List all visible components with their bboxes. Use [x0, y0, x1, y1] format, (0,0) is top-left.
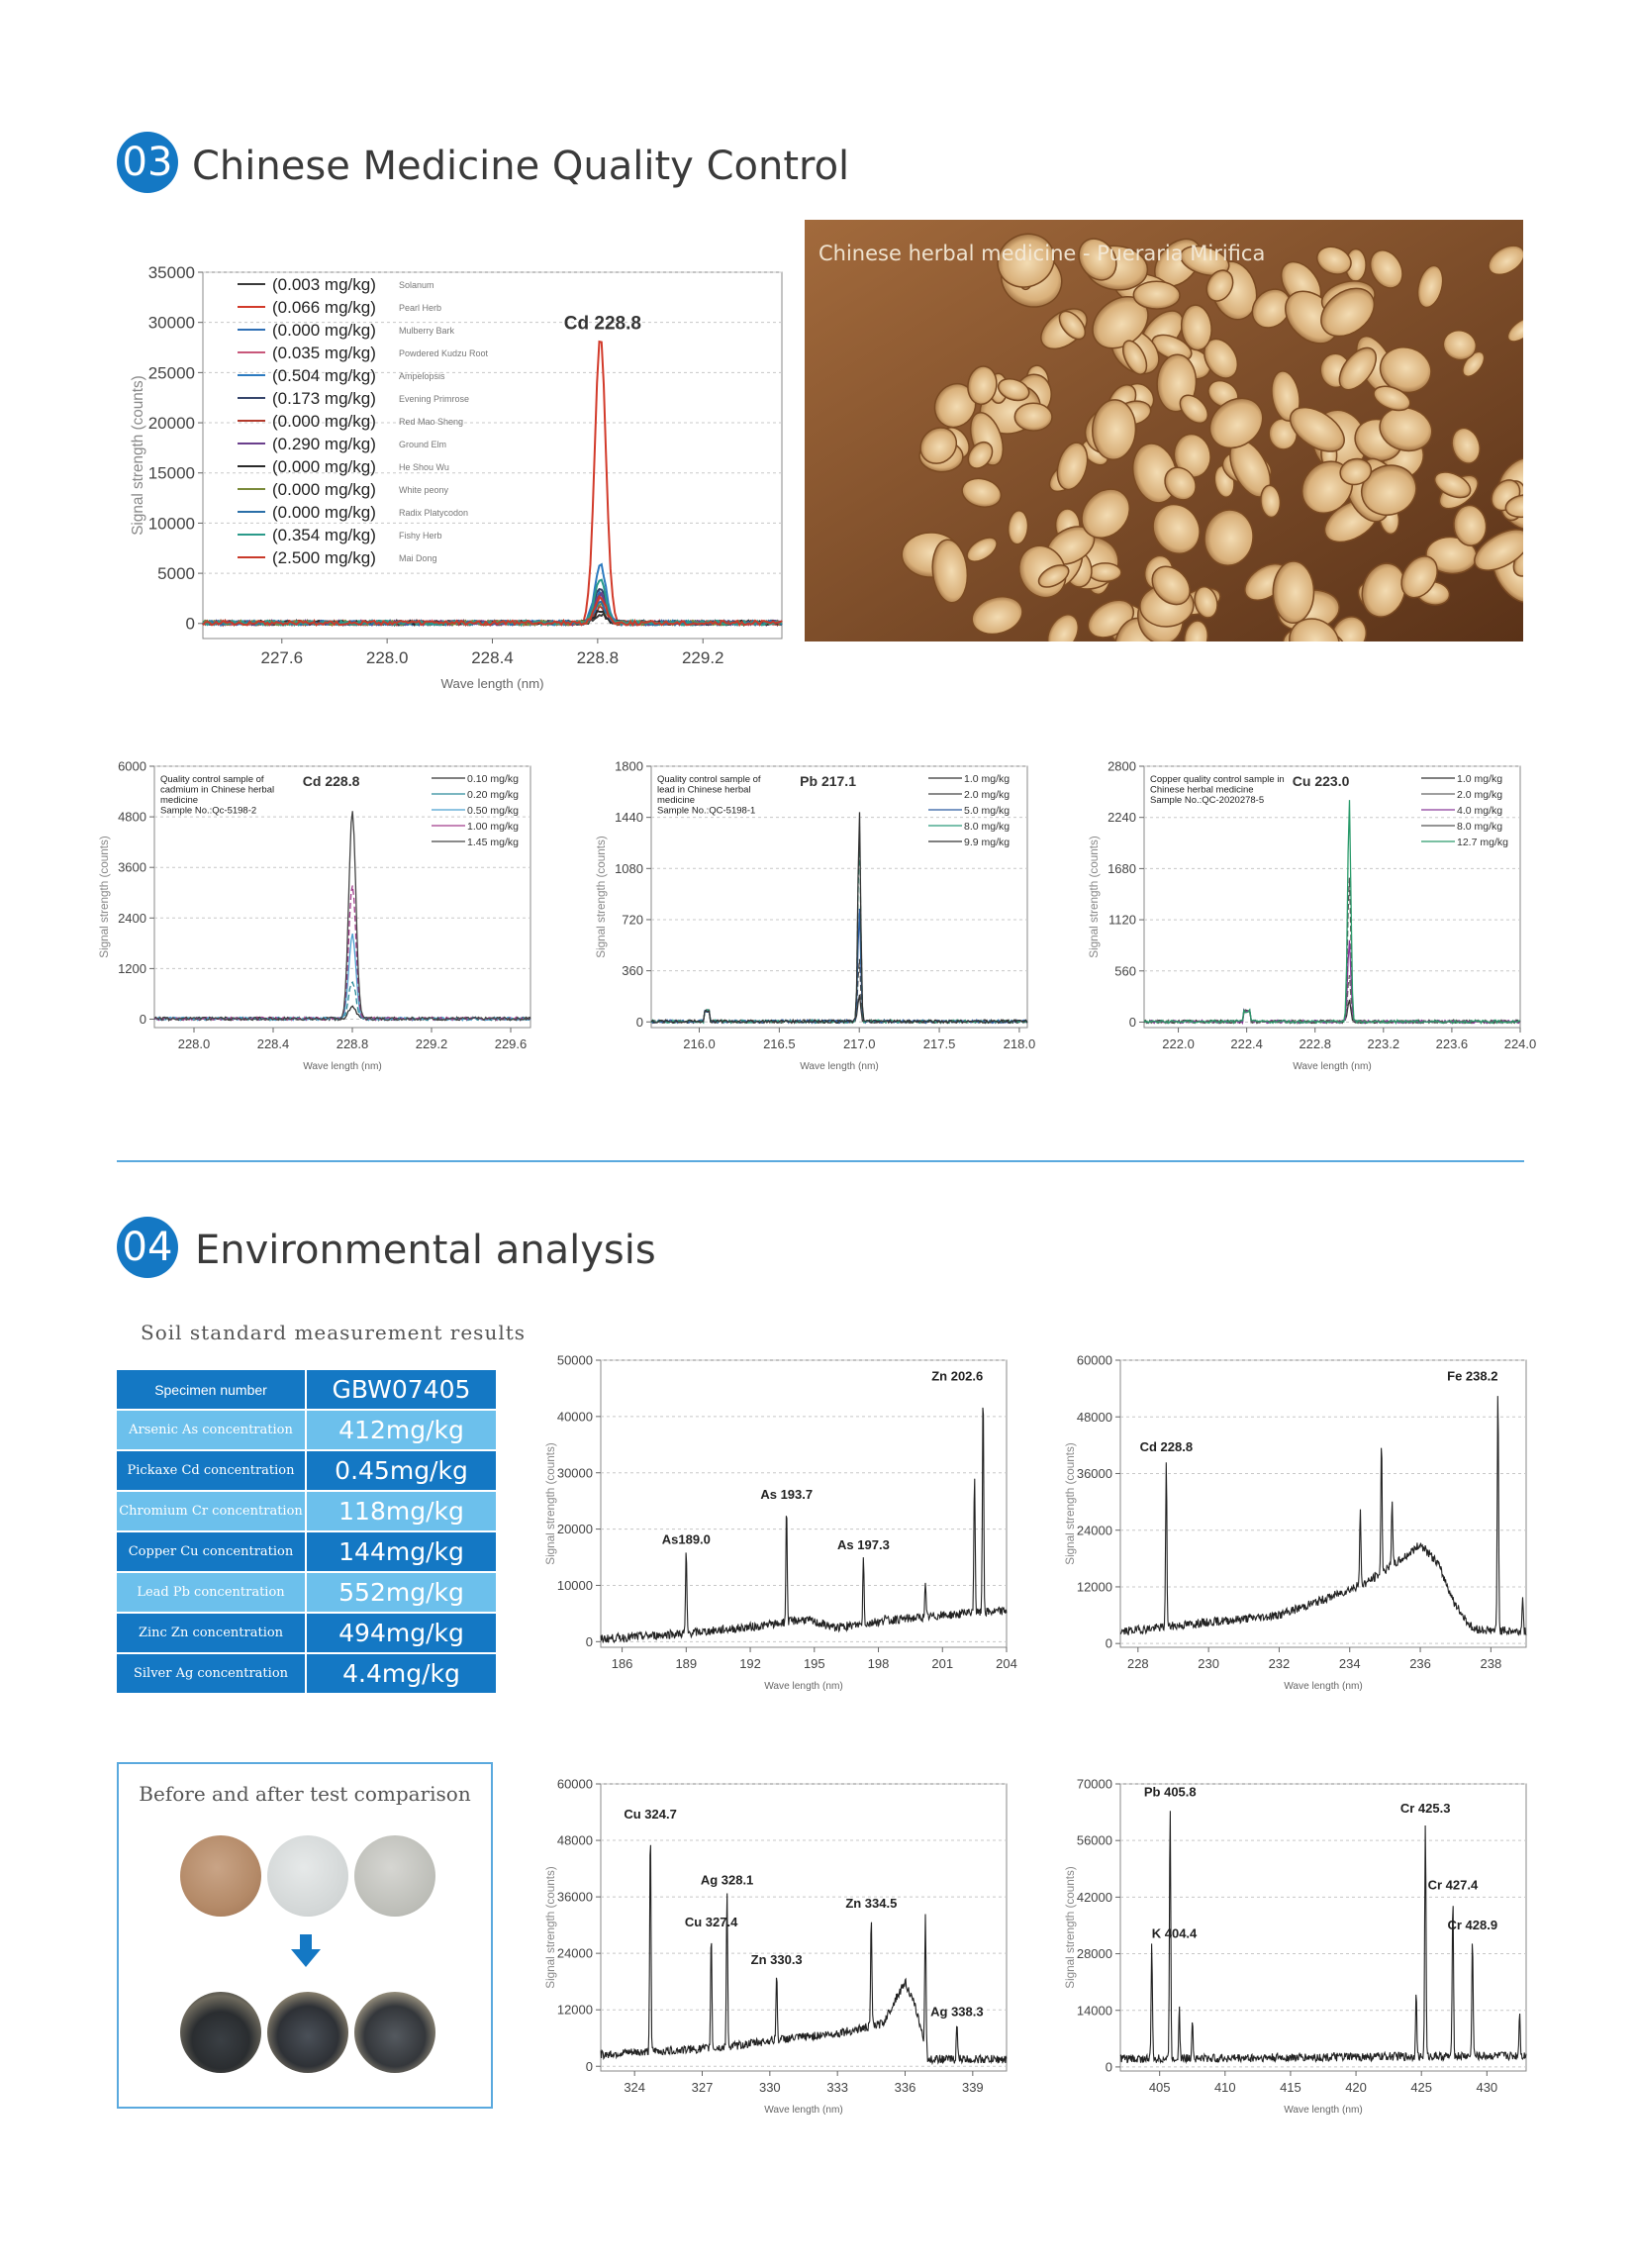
x-axis-label: Wave length (nm) [1284, 2105, 1363, 2116]
legend-concentration: (0.000 mg/kg) [272, 457, 376, 476]
x-tick-label: 222.4 [1230, 1036, 1263, 1051]
soil-table-row [117, 1573, 496, 1612]
x-tick-label: 204 [996, 1656, 1017, 1671]
plot-area [601, 1784, 1007, 2071]
sample-note-line: cadmium in Chinese herbal [160, 784, 275, 796]
y-tick-label: 36000 [1076, 1466, 1112, 1482]
y-tick-label: 2800 [1107, 758, 1136, 774]
y-tick-label: 28000 [1076, 1946, 1112, 1962]
x-tick-label: 228.4 [256, 1036, 290, 1051]
y-tick-label: 24000 [556, 1945, 593, 1961]
y-tick-label: 0 [585, 1633, 593, 1649]
soil-table-value: GBW07405 [307, 1370, 496, 1409]
y-tick-label: 60000 [556, 1776, 593, 1792]
legend-entry: 5.0 mg/kg [964, 805, 1011, 817]
legend-entry: 2.0 mg/kg [964, 789, 1011, 801]
y-tick-label: 0 [1105, 1635, 1112, 1651]
x-tick-label: 223.2 [1367, 1036, 1400, 1051]
y-tick-label: 20000 [556, 1522, 593, 1537]
legend-sample-name: Red Mao Sheng [399, 417, 464, 427]
chart-soil-d [1029, 1772, 1544, 2138]
y-tick-label: 0 [585, 2058, 593, 2074]
y-tick-label: 48000 [556, 1832, 593, 1848]
y-tick-label: 70000 [1076, 1776, 1112, 1792]
y-tick-label: 25000 [147, 363, 195, 383]
legend-concentration: (0.000 mg/kg) [272, 503, 376, 522]
y-tick-label: 0 [139, 1012, 146, 1028]
legend-entry: 1.00 mg/kg [467, 821, 519, 833]
y-tick-label: 20000 [147, 414, 195, 434]
x-tick-label: 228.4 [471, 648, 514, 667]
section-number-badge: 03 [117, 132, 178, 193]
herb-slice [1014, 403, 1052, 431]
herb-slice [1089, 563, 1121, 582]
y-tick-label: 48000 [1076, 1409, 1112, 1425]
x-tick-label: 195 [803, 1656, 825, 1671]
x-tick-label: 430 [1476, 2080, 1498, 2095]
chart-qc-cu [1063, 754, 1558, 1091]
herb-slice [1133, 281, 1180, 309]
legend-sample-name: Evening Primrose [399, 394, 470, 404]
peak-label: Cr 425.3 [1399, 1800, 1451, 1816]
x-tick-label: 224.0 [1503, 1036, 1537, 1051]
legend-concentration: (0.000 mg/kg) [272, 412, 376, 431]
x-tick-label: 420 [1345, 2080, 1367, 2095]
y-tick-label: 0 [635, 1014, 643, 1030]
plot-area [1120, 1360, 1526, 1647]
y-tick-label: 1120 [1108, 912, 1136, 928]
x-axis-label: Wave length (nm) [764, 1681, 843, 1692]
soil-table-key: Zinc Zn concentration [117, 1614, 307, 1652]
sample-note-line: Sample No.:QC-5198-1 [657, 805, 756, 817]
x-tick-label: 336 [894, 2080, 916, 2095]
peak-label: Ag 338.3 [930, 2004, 984, 2020]
peak-label: Cd 228.8 [1139, 1439, 1194, 1455]
peak-label: Cu 324.7 [624, 1806, 677, 1822]
legend-concentration: (0.504 mg/kg) [272, 366, 376, 385]
soil-table-key: Lead Pb concentration [117, 1573, 307, 1612]
section-title: Chinese Medicine Quality Control [192, 144, 850, 189]
y-tick-label: 1080 [615, 860, 643, 876]
comparison-title: Before and after test comparison [139, 1782, 471, 1806]
peak-label: K 404.4 [1151, 1925, 1198, 1941]
chart-soil-c [510, 1772, 1024, 2138]
legend-concentration: (0.354 mg/kg) [272, 526, 376, 544]
legend-sample-name: Mai Dong [399, 553, 437, 563]
soil-table-row [117, 1411, 496, 1449]
y-tick-label: 56000 [1076, 1832, 1112, 1848]
soil-table-key: Copper Cu concentration [117, 1532, 307, 1571]
x-axis-label: Wave length (nm) [1293, 1061, 1372, 1072]
y-tick-label: 30000 [147, 313, 195, 333]
x-axis-label: Wave length (nm) [303, 1061, 382, 1072]
section-divider [117, 1160, 1524, 1162]
y-tick-label: 360 [622, 963, 643, 979]
x-tick-label: 198 [867, 1656, 890, 1671]
legend-concentration: (0.290 mg/kg) [272, 435, 376, 453]
x-tick-label: 236 [1409, 1656, 1431, 1671]
y-tick-label: 15000 [147, 463, 195, 483]
x-tick-label: 216.0 [683, 1036, 716, 1051]
soil-disc-after-1 [180, 1992, 261, 2073]
x-tick-label: 216.5 [763, 1036, 796, 1051]
peak-label: Cu 327.4 [684, 1915, 738, 1930]
x-tick-label: 189 [675, 1656, 698, 1671]
x-tick-label: 324 [624, 2080, 646, 2095]
y-tick-label: 720 [622, 912, 643, 928]
y-tick-label: 40000 [556, 1409, 593, 1425]
peak-label: Cr 428.9 [1447, 1918, 1498, 1933]
sample-note-line: Sample No.:QC-2020278-5 [1150, 795, 1265, 806]
sample-note-line: lead in Chinese herbal [657, 784, 751, 796]
x-axis-label: Wave length (nm) [1284, 1681, 1363, 1692]
y-axis-label: Signal strength (counts) [129, 375, 146, 536]
y-tick-label: 4800 [118, 809, 146, 825]
arrow-down-icon [291, 1934, 321, 1968]
legend-entry: 4.0 mg/kg [1457, 805, 1503, 817]
chart-qc-cd [75, 754, 550, 1091]
x-tick-label: 410 [1213, 2080, 1236, 2095]
legend-entry: 8.0 mg/kg [1457, 821, 1503, 833]
peak-label: Pb 217.1 [800, 773, 857, 789]
x-tick-label: 228.0 [365, 648, 409, 667]
y-tick-label: 12000 [1076, 1579, 1112, 1595]
x-tick-label: 229.2 [681, 648, 724, 667]
x-tick-label: 339 [961, 2080, 984, 2095]
x-tick-label: 228.8 [576, 648, 620, 667]
x-tick-label: 186 [611, 1656, 633, 1671]
peak-label: As189.0 [661, 1531, 711, 1547]
x-tick-label: 229.2 [415, 1036, 448, 1051]
sample-note-line: medicine [657, 795, 696, 806]
peak-label: Zn 202.6 [931, 1368, 984, 1384]
sample-note-line: Copper quality control sample in [1150, 774, 1285, 785]
peak-label: As 193.7 [760, 1486, 814, 1502]
y-tick-label: 3600 [118, 859, 146, 875]
soil-table-row [117, 1614, 496, 1652]
x-tick-label: 223.6 [1435, 1036, 1469, 1051]
photo-caption: Chinese herbal medicine - Pueraria Mirifica [818, 242, 1266, 265]
legend-entry: 1.0 mg/kg [964, 773, 1011, 785]
soil-table-value: 118mg/kg [307, 1492, 496, 1530]
soil-disc-before-3 [354, 1835, 435, 1917]
soil-table-key: Pickaxe Cd concentration [117, 1451, 307, 1490]
legend-concentration: (0.000 mg/kg) [272, 321, 376, 340]
x-tick-label: 217.5 [922, 1036, 956, 1051]
sample-note-line: Quality control sample of [160, 774, 264, 785]
x-tick-label: 234 [1338, 1656, 1361, 1671]
y-tick-label: 0 [185, 614, 195, 634]
legend-concentration: (2.500 mg/kg) [272, 548, 376, 567]
legend-concentration: (0.066 mg/kg) [272, 298, 376, 317]
sample-note-line: Sample No.:Qc-5198-2 [160, 805, 257, 817]
soil-table-value: 552mg/kg [307, 1573, 496, 1612]
y-tick-label: 42000 [1076, 1889, 1112, 1905]
peak-label: Zn 330.3 [750, 1952, 803, 1968]
soil-table-key: Silver Ag concentration [117, 1654, 307, 1693]
soil-table-key: Specimen number [117, 1370, 307, 1409]
y-tick-label: 0 [1105, 2059, 1112, 2075]
soil-disc-before-1 [180, 1835, 261, 1917]
y-axis-label: Signal strength (counts) [1088, 836, 1102, 958]
legend-sample-name: Mulberry Bark [399, 326, 455, 336]
legend-sample-name: Powdered Kudzu Root [399, 348, 489, 358]
legend-entry: 9.9 mg/kg [964, 837, 1011, 848]
y-axis-label: Signal strength (counts) [544, 1866, 558, 1989]
y-tick-label: 35000 [147, 262, 195, 282]
chart-cd-main [99, 252, 792, 703]
y-tick-label: 12000 [556, 2002, 593, 2018]
y-tick-label: 30000 [556, 1465, 593, 1481]
soil-table-row [117, 1451, 496, 1490]
y-tick-label: 2240 [1107, 810, 1136, 826]
x-tick-label: 425 [1410, 2080, 1433, 2095]
legend-entry: 12.7 mg/kg [1457, 837, 1508, 848]
sample-note-line: medicine [160, 795, 199, 806]
soil-disc-before-2 [267, 1835, 348, 1917]
peak-label: Zn 334.5 [845, 1896, 898, 1912]
peak-label: As 197.3 [837, 1537, 890, 1553]
section-title: Environmental analysis [195, 1228, 656, 1273]
peak-label: Ag 328.1 [700, 1872, 754, 1888]
y-tick-label: 24000 [1076, 1523, 1112, 1538]
soil-disc-after-2 [267, 1992, 348, 2073]
y-tick-label: 10000 [556, 1578, 593, 1594]
x-axis-label: Wave length (nm) [800, 1061, 879, 1072]
x-tick-label: 192 [739, 1656, 761, 1671]
legend-sample-name: Radix Platycodon [399, 508, 469, 518]
legend-entry: 0.20 mg/kg [467, 789, 519, 801]
y-tick-label: 5000 [157, 564, 195, 584]
legend-entry: 2.0 mg/kg [1457, 789, 1503, 801]
x-tick-label: 415 [1280, 2080, 1301, 2095]
peak-label: Cd 228.8 [563, 313, 641, 335]
legend-entry: 0.10 mg/kg [467, 773, 519, 785]
y-tick-label: 1800 [615, 758, 643, 774]
soil-table-value: 4.4mg/kg [307, 1654, 496, 1693]
legend-sample-name: Pearl Herb [399, 303, 442, 313]
x-tick-label: 228 [1126, 1656, 1149, 1671]
x-tick-label: 405 [1148, 2080, 1171, 2095]
peak-label: Pb 405.8 [1143, 1784, 1197, 1800]
chart-soil-a [510, 1348, 1024, 1715]
soil-table-key: Chromium Cr concentration [117, 1492, 307, 1530]
legend-sample-name: He Shou Wu [399, 462, 449, 472]
legend-sample-name: White peony [399, 485, 449, 495]
soil-results-heading: Soil standard measurement results [141, 1321, 527, 1344]
chart-soil-b [1029, 1348, 1544, 1715]
herb-slice [1273, 561, 1313, 624]
sample-note-line: Quality control sample of [657, 774, 761, 785]
soil-table-row [117, 1654, 496, 1693]
before-after-comparison [117, 1762, 493, 2109]
legend-concentration: (0.000 mg/kg) [272, 480, 376, 499]
x-tick-label: 327 [691, 2080, 714, 2095]
x-tick-label: 232 [1268, 1656, 1291, 1671]
legend-entry: 8.0 mg/kg [964, 821, 1011, 833]
x-axis-label: Wave length (nm) [440, 676, 544, 691]
y-tick-label: 50000 [556, 1352, 593, 1368]
peak-label: Fe 238.2 [1447, 1368, 1498, 1384]
soil-table-key: Arsenic As concentration [117, 1411, 307, 1449]
herb-slices-illustration [805, 220, 1523, 641]
x-tick-label: 228.8 [336, 1036, 369, 1051]
y-axis-label: Signal strength (counts) [1064, 1442, 1078, 1565]
x-tick-label: 330 [758, 2080, 781, 2095]
soil-table-value: 144mg/kg [307, 1532, 496, 1571]
legend-entry: 1.45 mg/kg [467, 837, 519, 848]
y-tick-label: 1440 [615, 810, 643, 826]
x-tick-label: 201 [931, 1656, 954, 1671]
y-tick-label: 1680 [1107, 860, 1136, 876]
y-tick-label: 36000 [556, 1889, 593, 1905]
legend-entry: 1.0 mg/kg [1457, 773, 1503, 785]
legend-concentration: (0.173 mg/kg) [272, 389, 376, 408]
y-tick-label: 60000 [1076, 1352, 1112, 1368]
peak-label: Cd 228.8 [302, 773, 360, 789]
y-axis-label: Signal strength (counts) [98, 836, 112, 958]
x-tick-label: 217.0 [842, 1036, 876, 1051]
x-tick-label: 238 [1480, 1656, 1502, 1671]
legend-concentration: (0.035 mg/kg) [272, 344, 376, 362]
legend-sample-name: Ampelopsis [399, 371, 445, 381]
x-tick-label: 218.0 [1003, 1036, 1036, 1051]
soil-results-table [117, 1368, 496, 1695]
x-tick-label: 227.6 [260, 648, 304, 667]
soil-table-value: 494mg/kg [307, 1614, 496, 1652]
y-tick-label: 2400 [118, 910, 146, 926]
y-tick-label: 6000 [118, 758, 146, 774]
sample-note-line: Chinese herbal medicine [1150, 784, 1254, 796]
legend-entry: 0.50 mg/kg [467, 805, 519, 817]
x-tick-label: 228.0 [177, 1036, 211, 1051]
x-tick-label: 222.0 [1162, 1036, 1195, 1051]
x-tick-label: 222.8 [1299, 1036, 1332, 1051]
y-tick-label: 560 [1114, 963, 1136, 979]
soil-table-value: 412mg/kg [307, 1411, 496, 1449]
y-axis-label: Signal strength (counts) [1064, 1866, 1078, 1989]
y-tick-label: 10000 [147, 514, 195, 534]
chart-qc-pb [570, 754, 1045, 1091]
y-axis-label: Signal strength (counts) [544, 1442, 558, 1565]
peak-label: Cu 223.0 [1292, 773, 1350, 789]
x-tick-label: 229.6 [494, 1036, 528, 1051]
soil-table-row [117, 1492, 496, 1530]
x-axis-label: Wave length (nm) [764, 2105, 843, 2116]
y-tick-label: 14000 [1076, 2003, 1112, 2019]
section-number-badge: 04 [117, 1217, 178, 1278]
soil-table-value: 0.45mg/kg [307, 1451, 496, 1490]
soil-disc-after-3 [354, 1992, 435, 2073]
soil-table-row [117, 1370, 496, 1409]
x-tick-label: 230 [1198, 1656, 1219, 1671]
y-axis-label: Signal strength (counts) [595, 836, 609, 958]
plot-area [601, 1360, 1007, 1647]
herbal-medicine-photo [805, 220, 1523, 641]
x-tick-label: 333 [826, 2080, 849, 2095]
y-tick-label: 0 [1128, 1015, 1136, 1031]
y-tick-label: 1200 [118, 960, 146, 976]
legend-concentration: (0.003 mg/kg) [272, 275, 376, 294]
legend-sample-name: Fishy Herb [399, 531, 442, 541]
soil-table-row [117, 1532, 496, 1571]
legend-sample-name: Solanum [399, 280, 434, 290]
legend-sample-name: Ground Elm [399, 440, 447, 449]
peak-label: Cr 427.4 [1427, 1877, 1479, 1893]
